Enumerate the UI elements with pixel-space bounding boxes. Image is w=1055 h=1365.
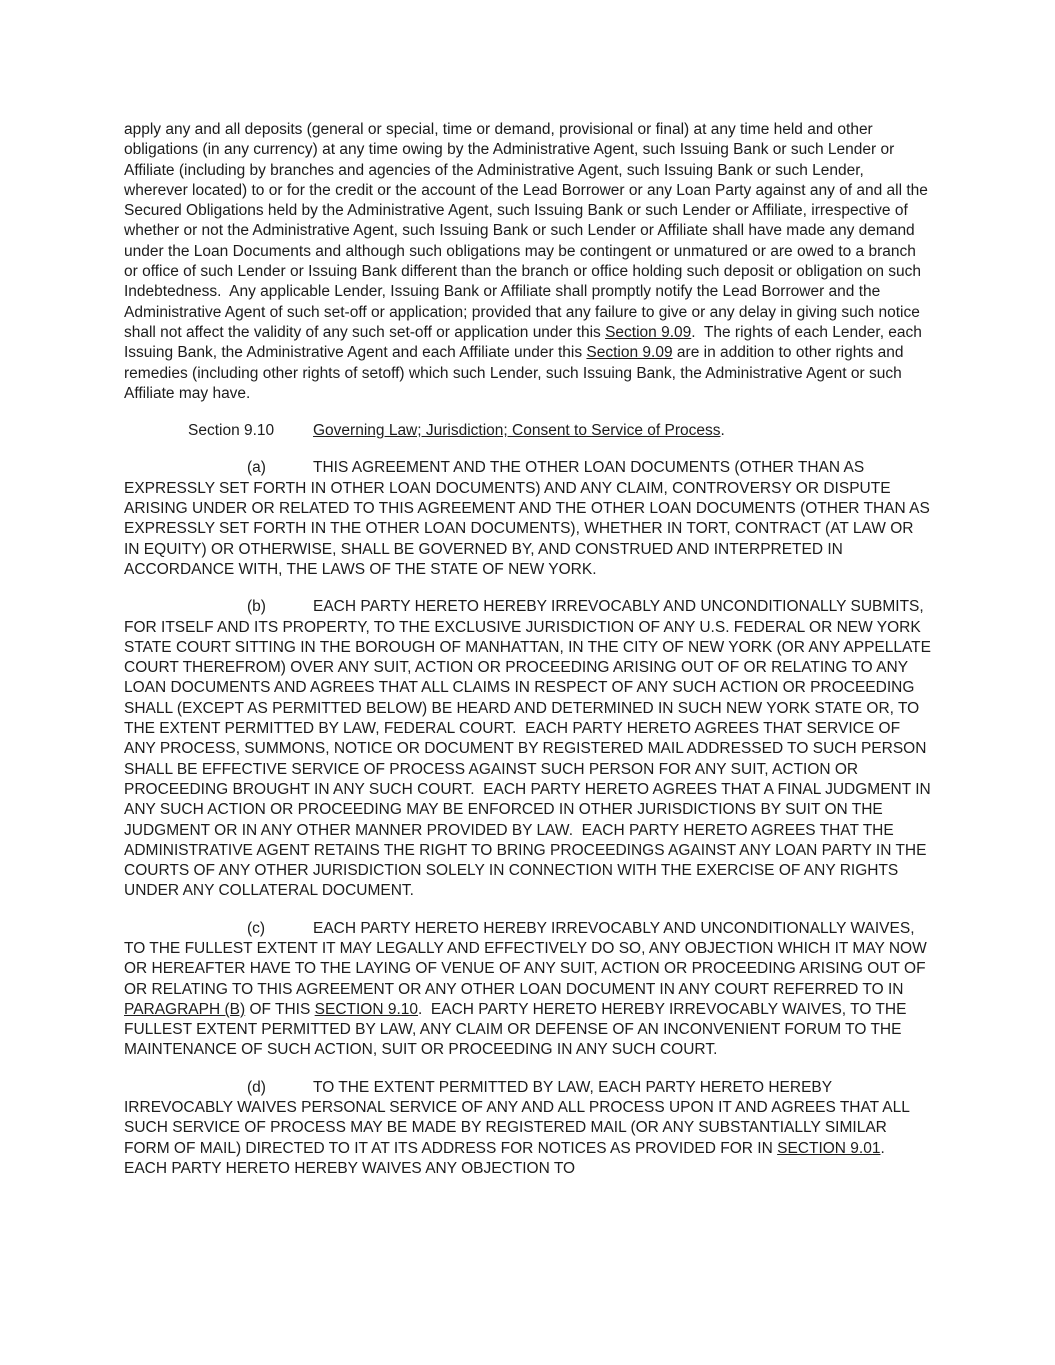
text-run: . EACH PARTY HERETO HEREBY IRREVOCABLY WAIVES, TO THE FULLEST EXTENT PERMITTED BY LAW, ANY CLAIM OR DEFENSE OF AN INCONVENIENT FORUM TO THE MAINTENANCE OF SUCH ACTION, SUIT OR PROCEEDING IN ANY SUCH COURT. <box>124 1000 911 1059</box>
text-run: apply any and all deposits (general or special, time or demand, provisional or final) at any time held and other obligations (in any currency) at any time owing by the Administrative Agent, such Issuing Bank or such Lender or Affiliate (including by branches and agencies of the Administrative Agent, such Issuing Bank or such Lender, wherever located) to or for the credit or the account of the Lead Borrower or any Loan Party against any of and all the Secured Obligations held by the Administrative Agent, such Issuing Bank or such Lender or Affiliate, irrespective of whether or not the Administrative Agent, such Issuing Bank or such Lender or Affiliate shall have made any demand under the Loan Documents and although such obligations may be contingent or unmatured or are owed to a branch or office of such Lender or Issuing Bank different than the branch or office holding such deposit or obligation on such Indebtedness. Any applicable Lender, Issuing Bank or Affiliate shall promptly notify the Lead Borrower and the Administrative Agent of such set-off or application; provided that any failure to give or any delay in giving such notice shall not affect the validity of any such set-off or application under this <box>124 121 933 341</box>
paragraph-label: (a) <box>247 459 266 477</box>
text-run: . The rights of each Lender, each Issuing Bank, the Administrative Agent and each Affiliate under this <box>124 323 927 362</box>
paragraph-label: (c) <box>247 919 266 937</box>
section-title-period: . <box>720 422 725 440</box>
text-run: EACH PARTY HERETO HEREBY IRREVOCABLY AND UNCONDITIONALLY WAIVES, TO THE FULLEST EXTENT IT MAY LEGALLY AND EFFECTIVELY DO SO, ANY OBJECTION WHICH IT MAY NOW OR HEREAFTER HAVE TO THE LAYING OF VENUE OF ANY SUIT, ACTION OR PROCEEDING ARISING OUT OF OR RELATING TO THIS AGREEMENT OR ANY OTHER LOAN DOCUMENT IN ANY COURT REFERRED TO IN <box>124 919 932 998</box>
section-title: Governing Law; Jurisdiction; Consent to Service of Process <box>313 422 721 440</box>
text-run: THIS AGREEMENT AND THE OTHER LOAN DOCUMENTS (OTHER THAN AS EXPRESSLY SET FORTH IN OTHER LOAN DOCUMENTS) AND ANY CLAIM, CONTROVERSY OR DISPUTE ARISING UNDER OR RELATED TO THIS AGREEMENT AND THE OTHER LOAN DOCUMENTS (OTHER THAN AS EXPRESSLY SET FORTH IN THE OTHER LOAN DOCUMENTS), WHETHER IN TORT, CONTRACT (AT LAW OR IN EQUITY) OR OTHERWISE, SHALL BE GOVERNED BY, AND CONSTRUED AND INTERPRETED IN ACCORDANCE WITH, THE LAWS OF THE STATE OF NEW YORK. <box>124 459 935 578</box>
paragraph-d <box>124 1078 931 1179</box>
paragraph-b <box>124 597 936 901</box>
section-9-01-reference: SECTION 9.01 <box>777 1139 881 1157</box>
text-run: . EACH PARTY HERETO HEREBY WAIVES ANY OBJECTION TO <box>124 1139 894 1177</box>
text-run: EACH PARTY HERETO HEREBY IRREVOCABLY AND UNCONDITIONALLY SUBMITS, FOR ITSELF AND ITS PROPERTY, TO THE EXCLUSIVE JURISDICTION OF ANY U.S. FEDERAL OR NEW YORK STATE COURT SITTING IN THE BOROUGH OF MANHATTAN, IN THE CITY OF NEW YORK (OR ANY APPELLATE COURT THEREFROM) OVER ANY SUIT, ACTION OR PROCEEDING ARISING OUT OF OR RELATING TO ANY LOAN DOCUMENTS AND AGREES THAT ALL CLAIMS IN RESPECT OF ANY SUCH ACTION OR PROCEEDING SHALL (EXCEPT AS PERMITTED BELOW) BE HEARD AND DETERMINED IN SUCH NEW YORK STATE OR, TO THE EXTENT PERMITTED BY LAW, FEDERAL COURT. EACH PARTY HERETO AGREES THAT SERVICE OF ANY PROCESS, SUMMONS, NOTICE OR DOCUMENT BY REGISTERED MAIL ADDRESSED TO SUCH PERSON SHALL BE EFFECTIVE SERVICE OF PROCESS AGAINST SUCH PERSON FOR ANY SUIT, ACTION OR PROCEEDING BROUGHT IN ANY SUCH COURT. EACH PARTY HERETO AGREES THAT A FINAL JUDGMENT IN ANY SUCH ACTION OR PROCEEDING MAY BE ENFORCED IN OTHER JURISDICTIONS BY SUIT ON THE JUDGMENT OR IN ANY OTHER MANNER PROVIDED BY LAW. EACH PARTY HERETO AGREES THAT THE ADMINISTRATIVE AGENT RETAINS THE RIGHT TO BRING PROCEEDINGS AGAINST ANY LOAN PARTY IN THE COURTS OF ANY OTHER JURISDICTION SOLELY IN CONNECTION WITH THE EXERCISE OF ANY RIGHTS UNDER ANY COLLATERAL DOCUMENT. <box>124 598 936 900</box>
paragraph-label: (b) <box>247 598 266 616</box>
section-9-10-reference: SECTION 9.10 <box>314 1000 419 1018</box>
section-heading <box>124 421 931 441</box>
paragraph-setoff-continuation <box>124 120 931 404</box>
section-number: Section 9.10 <box>188 422 275 440</box>
paragraph-a <box>124 458 935 580</box>
text-run: TO THE EXTENT PERMITTED BY LAW, EACH PARTY HERETO HEREBY IRREVOCABLY WAIVES PERSONAL SERVICE OF ANY AND ALL PROCESS UPON IT AND AGREES THAT ALL SUCH SERVICE OF PROCESS MAY BE MADE BY REGISTERED MAIL (OR ANY SUBSTANTIALLY SIMILAR FORM OF MAIL) DIRECTED TO IT AT ITS ADDRESS FOR NOTICES AS PROVIDED FOR IN <box>124 1078 914 1157</box>
text-run: are in addition to other rights and remedies (including other rights of setoff) which such Lender, such Issuing Bank, the Administrative Agent or such Affiliate may have. <box>124 344 908 402</box>
paragraph-label: (d) <box>247 1078 266 1096</box>
section-9-09-reference: Section 9.09 <box>605 323 692 341</box>
section-9-09-reference: Section 9.09 <box>586 344 673 362</box>
text-run: OF THIS <box>245 1000 315 1018</box>
paragraph-c <box>124 919 931 1061</box>
paragraph-b-reference: PARAGRAPH (B) <box>124 1000 246 1018</box>
